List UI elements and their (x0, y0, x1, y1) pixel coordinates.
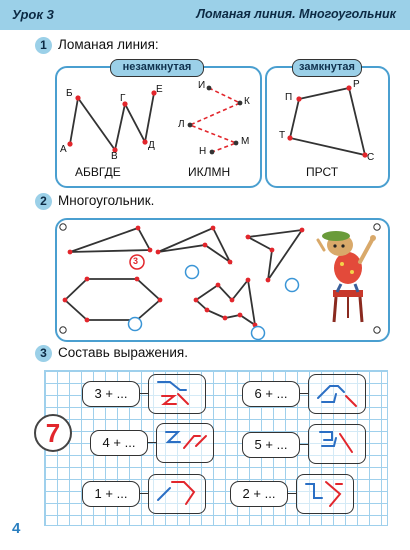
label-point-p: П (285, 92, 293, 103)
task-number-2: 2 (35, 193, 52, 210)
label-point-a: А (60, 144, 67, 155)
label-point-t: Т (279, 130, 286, 141)
label-point-v: В (111, 151, 118, 162)
expression-3[interactable]: 4 + ... (90, 430, 148, 456)
label-point-b: Б (66, 88, 73, 99)
lesson-number: Урок 3 (12, 7, 54, 22)
closed-polyline-tag: замкнутая (292, 59, 362, 77)
task-title-2: Многоугольник. (58, 193, 155, 208)
task-title-3: Составь выражения. (58, 345, 188, 360)
label-point-i: И (198, 80, 206, 91)
expression-2[interactable]: 6 + ... (242, 381, 300, 407)
expression-6[interactable]: 2 + ... (230, 481, 288, 507)
open-line-name-2: ИКЛМН (188, 165, 231, 179)
label-point-s: С (367, 152, 375, 163)
open-line-name-1: АБВГДЕ (75, 165, 121, 179)
label-point-r: Р (353, 79, 360, 90)
label-point-m: М (241, 136, 250, 147)
task-number-1: 1 (35, 37, 52, 54)
lesson-topic: Ломаная линия. Многоугольник (196, 7, 396, 21)
open-polyline-tag: незамкнутая (110, 59, 204, 77)
answer-marker-value[interactable]: 3 (133, 256, 139, 266)
label-point-e: Е (156, 84, 163, 95)
expression-5[interactable]: 1 + ... (82, 481, 140, 507)
expression-4[interactable]: 5 + ... (242, 432, 300, 458)
label-point-n: Н (199, 146, 207, 157)
expression-1[interactable]: 3 + ... (82, 381, 140, 407)
target-number: 7 (34, 414, 72, 452)
label-point-d: Д (148, 140, 155, 151)
label-point-g: Г (120, 93, 126, 104)
page-number: 4 (12, 520, 21, 537)
task-title-1: Ломаная линия: (58, 37, 159, 52)
closed-line-name: ПРСТ (306, 165, 339, 179)
task-number-3: 3 (35, 345, 52, 362)
label-point-k: К (244, 96, 250, 107)
label-point-l: Л (178, 119, 185, 130)
